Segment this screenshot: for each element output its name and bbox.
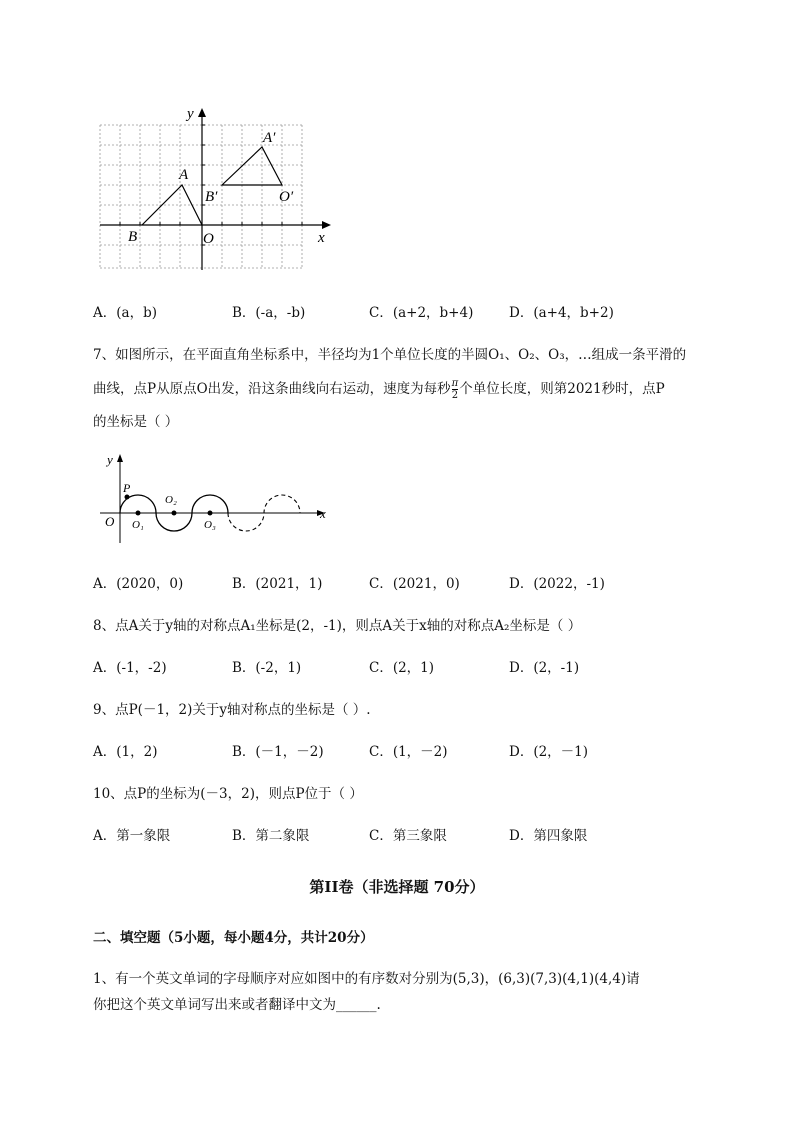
label-o-2: O: [105, 514, 115, 529]
q7-line2-b: 个单位长度，则第2021秒时，点P: [459, 381, 665, 397]
label-b-prime: B′: [205, 189, 218, 205]
q8-text: 8、点A关于y轴的对称点A₁坐标是(2，-1)，则点A关于x轴的对称点A₂坐标是（ ）: [93, 618, 582, 634]
label-o-prime: O′: [279, 189, 294, 205]
q9-option-c: C．(1，－2): [369, 744, 448, 760]
q9-option-d: D．(2，－1): [509, 744, 589, 760]
q7-option-c: C．(2021，0): [369, 576, 460, 592]
part2-title: 第II卷（非选择题 70分）: [309, 878, 485, 896]
q10-option-a: A．第一象限: [93, 828, 171, 844]
axis-y-label-2: y: [107, 452, 113, 467]
fill1-line1: 1、有一个英文单词的字母顺序对应如图中的有序数对分别为(5,3)，(6,3)(7,3)(4,1)(4,4)请: [93, 971, 640, 987]
q6-option-d: D．(a+4，b+2): [509, 305, 614, 321]
q6-option-c: C．(a+2，b+4): [369, 305, 474, 321]
q7-frac-num: π: [451, 378, 459, 389]
q9-option-b: B．(－1，－2): [232, 744, 324, 760]
label-p: P: [123, 481, 131, 495]
label-a: A: [179, 167, 189, 183]
q9-option-a: A．(1，2): [93, 744, 158, 760]
q10-option-b: B．第二象限: [232, 828, 310, 844]
axis-x-label-2: x: [320, 506, 326, 521]
label-b: B: [128, 229, 138, 245]
label-o: O: [203, 231, 214, 247]
q7-line2: [93, 378, 665, 401]
q8-option-c: C．(2，1): [369, 660, 435, 676]
q10-text: 10、点P的坐标为(－3，2)，则点P位于（ ）: [93, 786, 363, 802]
q7-line1: 7、如图所示，在平面直角坐标系中，半径均为1个单位长度的半圆O₁、O₂、O₃，…组成一条平滑的: [93, 347, 687, 363]
q7-fraction: [452, 378, 459, 401]
q6-option-a: A．(a，b): [93, 305, 157, 321]
figure-semicircle-wave: [95, 448, 335, 548]
label-o3: O₃: [204, 519, 216, 531]
q7-option-d: D．(2022，-1): [509, 576, 605, 592]
q7-line2-a: 曲线，点P从原点O出发，沿这条曲线向右运动，速度为每秒: [93, 381, 451, 397]
q8-option-a: A．(-1，-2): [93, 660, 167, 676]
q10-option-c: C．第三象限: [369, 828, 447, 844]
label-o1: O₁: [132, 519, 144, 531]
triangle-prime: [222, 147, 282, 185]
q6-option-b: B．(-a，-b): [232, 305, 306, 321]
axis-x-label: x: [318, 230, 325, 246]
axis-y-label: y: [187, 106, 194, 122]
q10-option-d: D．第四象限: [509, 828, 588, 844]
q8-option-b: B．(-2，1): [232, 660, 302, 676]
q7-option-b: B．(2021，1): [232, 576, 323, 592]
fill1-line2: 你把这个英文单词写出来或者翻译中文为______.: [93, 997, 381, 1013]
label-o2: O₂: [165, 494, 177, 506]
label-a-prime: A′: [263, 130, 276, 146]
figure-coordinate-grid: [95, 100, 340, 275]
q7-frac-den: 2: [451, 390, 459, 401]
q9-text: 9、点P(－1，2)关于y轴对称点的坐标是（ ）.: [93, 702, 371, 718]
section2-title: 二、填空题（5小题，每小题4分，共计20分）: [93, 930, 374, 946]
q7-option-a: A．(2020，0): [93, 576, 184, 592]
q8-option-d: D．(2，-1): [509, 660, 580, 676]
q7-line3: 的坐标是（ ）: [93, 414, 179, 430]
